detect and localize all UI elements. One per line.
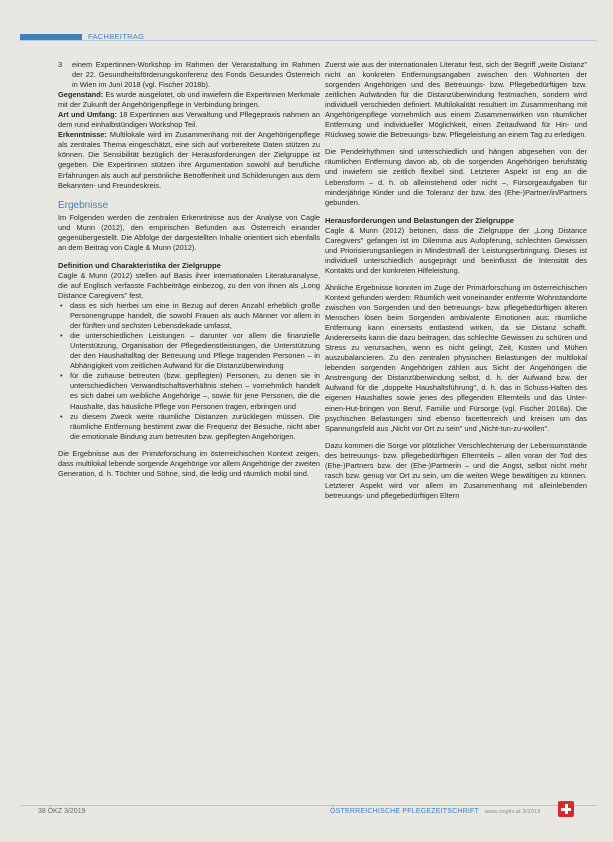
numbered-item-3 bbox=[58, 60, 320, 90]
right-column bbox=[325, 60, 587, 508]
item-number: 3 bbox=[58, 60, 63, 69]
list-item: • dass es sich hierbei um eine in Bezug auf deren Anzahl erheblich große Personengruppe handelt, die sowohl Frauen als auch Männer vor allem in der fünften und sechsten Lebensdekade umfasst, bbox=[66, 301, 320, 331]
item-text: einem Expertinnen-Workshop im Rahmen der Veranstaltung im Rahmen der 22. Gesundheitsförderungskonferenz des Fonds Gesundes Österreich in Wien im Juni 2018 (vgl. Fischer 2018b). bbox=[72, 60, 320, 90]
paragraph-distance: Zuerst wie aus der internationalen Literatur fest, sich der Begriff „weite Distanz" nicht an konkreten Entfernungsangaben zwischen den Wohnorten der sorgenden Angehörigen und des Betreuungs- bzw. Pflegebedürftigen bzw. zeitlichen Aufwänden für die Distanzüberwindung festmachen, sondern wird individuell verschieden definiert. Multilokalität resultiert im Zusammenhang mit Angehörigenpflege vornehmlich aus einem Zusammenwirken von räumlicher Entfernung und individueller Möglichkeit, einen Zeitaufwand für Hin- und Rückweg sowie die Betreuungs- bzw. Pflegeleistung an einem Tag zu erledigen. bbox=[325, 60, 587, 140]
text-umfang: 18 Expertinnen aus Verwaltung und Pflegepraxis nahmen an dem rund einhalbstündigen Workshop Teil. bbox=[58, 110, 320, 130]
paragraph-dilemma: Cagle & Munn (2012) betonen, dass die Zielgruppe der „Long Distance Caregivers" gefangen ist im Dilemma aus Aufopferung, schlechten Gewissen und Priorisierungsanliegen in Mindestmaß der Leistungserbringung. Dieses ist individuell unterschiedlich ausgeprägt und beeinflusst die Intensität des Kontakts und der konkreten Hilfeleistung. bbox=[325, 225, 587, 275]
paragraph-erkenntnisse bbox=[58, 130, 320, 190]
paragraph-definition: Cagle & Munn (2012) stellen auf Basis ihrer internationalen Literaturanalyse, die auf Englisch verfasste Fachbeiträge einbezog, zu den von ihnen als „Long Distance Caregivers" fest, bbox=[58, 270, 320, 300]
heading-definition: Definition und Charakteristika der Zielgruppe bbox=[58, 260, 221, 270]
section-label: FACHBEITRAG bbox=[88, 32, 145, 41]
paragraph-results: Im Folgenden werden die zentralen Erkenntnisse aus der Analyse von Cagle und Munn (2012), den empirischen Befunden aus Österreich einander gegenübergestellt. Die Abfolge der dargestellten Inhalte orientiert sich ebenfalls an dem Beitrag von Cagle & Munn (2012). bbox=[58, 212, 320, 252]
text-erkenntnisse: Multilokale wird im Zusammenhang mit der Angehörigenpflege als zentrales Thema eingeschätzt, eine sich auf vorbereitete Daten stützen zu können. Die Sensibilität bezüglich der Herausforderungen der Zielgruppe ist gegeben. Die Expertinnen stützen ihre Argumentation sowohl auf berufliche Erfahrungen als auch auf persönliche Betroffenheit und Schilderungen aus dem Bekannten- und Freundeskreis. bbox=[58, 130, 320, 190]
journal-name bbox=[330, 808, 541, 815]
paragraph-worries: Dazu kommen die Sorge vor plötzlicher Verschlechterung der Lebensumstände des betreuungs- bzw. pflegebedürftigen Elternteils – allen voran der Tod des (Ehe-)Partners bzw. der (Ehe-)Partnerin – und die Angst, selbst nicht mehr rasch bzw. genug vor Ort zu sein, um die weiten Wege bewältigen zu können. Letzterer Aspekt wird vor allem im Zusammenhang mit alleinlebenden betreuungs- und pflegebedürftigen Eltern bbox=[325, 440, 587, 500]
list-item: • die unterschiedlichen Leistungen – darunter vor allem die finanzielle Unterstützung, Organisation der Pflegedienstleistungen, die Unterstützung der den Haushaltalltag der Betreuung und Pflege tragenden Personen – in Abhängigkeit vom zeitlichen Aufwand für die Distanzüberwindung bbox=[66, 331, 320, 371]
text-gegenstand: Es wurde ausgelotet, ob und inwiefern die Expertinnen Merkmale mit der Zukunft der Angehörigenpflege in Verbindung bringen. bbox=[58, 90, 320, 110]
label-umfang: Art und Umfang: bbox=[58, 110, 117, 120]
paragraph-umfang bbox=[58, 110, 320, 130]
page-number: 38 ÖKZ 3/2019 bbox=[38, 808, 86, 815]
paragraph-gegenstand bbox=[58, 90, 320, 110]
journal-title: ÖSTERREICHISCHE PFLEGEZEITSCHRIFT bbox=[330, 808, 479, 815]
label-erkenntnisse: Erkenntnisse: bbox=[58, 130, 107, 140]
heading-challenges: Herausforderungen und Belastungen der Zielgruppe bbox=[325, 215, 515, 225]
paragraph-findings: Ähnliche Ergebnisse konnten im Zuge der Primärforschung im österreichischen Kontext gefunden werden: Räumlich weit voneinander entfernte Wohnstandorte zwischen von Sorgenden und den betreuungs- bzw. pflegebedürftigen älteren Menschen lösen beim Sorgenden ambivalente Emotionen aus: räumliche Entfernung kann einerseits entlastend wirken, da sie Distanz schafft. Andererseits kann die dazu beitragen, das schlechte Gewissen zu schüren und Stress zu verursachen, wenn es nicht gelingt, Zeit, Kosten und Mühen auszubalancieren. Zu den zentralen physischen Belastungen der multilokal lebenden sorgenden Angehörigen zählen aus Sicht der Angehörigen die Anstrengung der Distanzüberwindung selbst, d. h. der Aufwand bzw. der Aufwand für die „doppelte Haushaltsführung", d. h. das in Schuss-Halten des eigenen Haushaltes sowie jenes des pflegenden Elternteils und das Unter-einen-Hut-bringen von Beruf, Familie und Fürsorge (vgl. Fischer 2018a). Die psychischen Belastungen sind ebenso facettenreich und kreisen um das Spannungsfeld aus „Nicht vor Ort zu sein" und „Nicht-tun-zu-wollen". bbox=[325, 282, 587, 433]
label-gegenstand: Gegenstand: bbox=[58, 90, 104, 100]
paragraph-rhythm: Die Pendelrhythmen sind unterschiedlich und hängen abgesehen von der räumlichen Entfernung davon ab, ob die sorgenden Angehörigen berufstätig und inwiefern sie zeitlich flexibel sind. Letzterer Aspekt ist eng an die Lebensform – d. h. ob alleinstehend oder nicht –, Fürsorgeaufgaben für minderjährige Kinder und die Toleranz der bzw. des (Ehe-)Partner/in/Partners gebunden. bbox=[325, 147, 587, 207]
left-column bbox=[58, 60, 320, 486]
bullet-list bbox=[58, 301, 320, 442]
list-item: • zu diesem Zweck weite räumliche Distanzen zurücklegen müssen. Die räumliche Entfernung bestimmt zwar die Frequenz der Besuche, nicht aber die emotionale Bindung zum betreuten bzw. gepflegten Angehörigen. bbox=[66, 412, 320, 442]
footer-rule bbox=[20, 805, 597, 806]
heading-results: Ergebnisse bbox=[58, 199, 109, 211]
list-item: • für die zuhause betreuten (bzw. gepflegten) Personen, zu denen sie in unterschiedlichen Verwandtschaftsverhältnis stehen – vornehmlich handelt es sich dabei um weibliche Angehörige –, sowie für jene Personen, die die Haushalte, das häusliche Pflege von Personen tragen, erbringen und bbox=[66, 371, 320, 411]
journal-tagline: www.oegkv.at 3/2019 bbox=[484, 809, 541, 815]
paragraph-end: Die Ergebnisse aus der Primärforschung im österreichischen Kontext zeigen, dass multilokal lebende sorgende Angehörige vor allem Angehörige der zweiten Generation, d. h. Töchter und Söhne, sind, die ledig und räumlich mobil sind. bbox=[58, 448, 320, 478]
cross-logo-icon bbox=[558, 801, 574, 817]
